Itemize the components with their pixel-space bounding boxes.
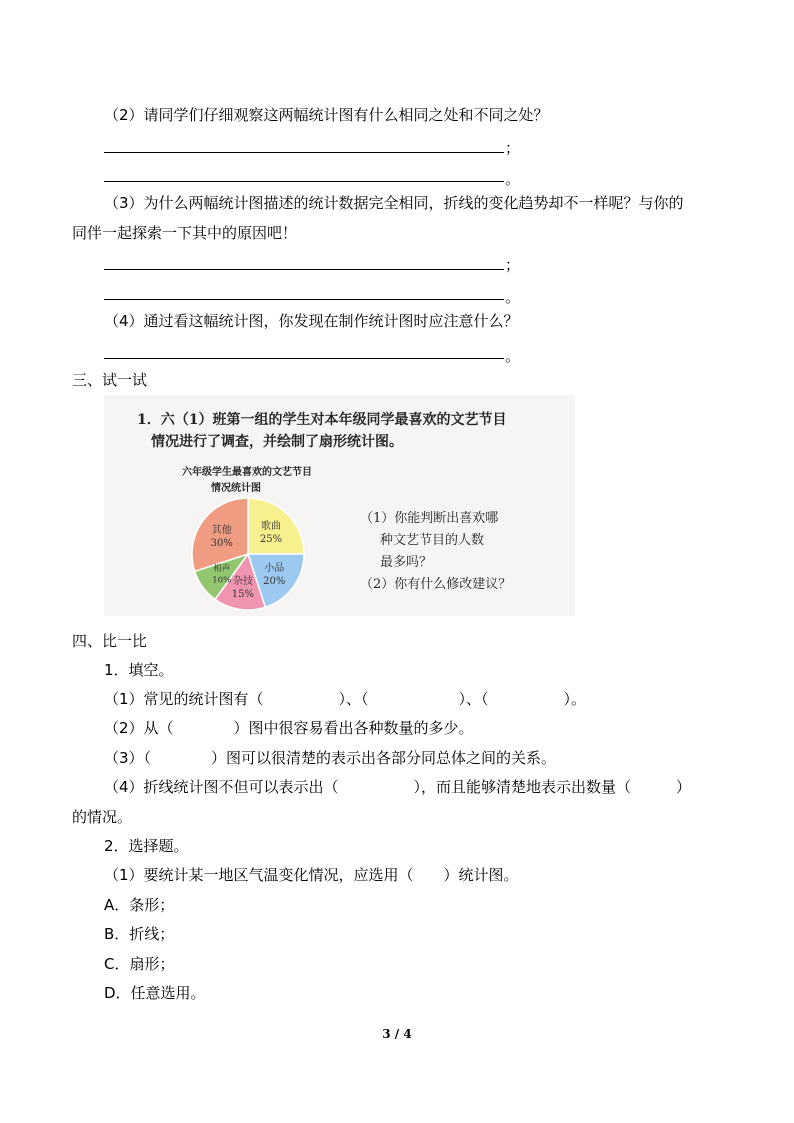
- option-c[interactable]: C．扇形；: [104, 955, 175, 973]
- question-3-line1: （3）为什么两幅统计图描述的统计数据完全相同，折线的变化趋势却不一样呢？与你的: [104, 194, 684, 212]
- section-4-heading: 四、比一比: [72, 632, 148, 650]
- textbook-figure: [104, 395, 575, 616]
- pie-value-label: 30%: [210, 537, 233, 549]
- choice-question-1: （1）要统计某一地区气温变化情况，应选用（ ）统计图。: [104, 866, 519, 884]
- pie-category-label: 相声: [213, 564, 231, 575]
- fill-blank-2: （2）从（ ）图中很容易看出各种数量的多少。: [104, 719, 474, 737]
- section-3-heading: 三、试一试: [72, 371, 148, 389]
- sub-question-1-line2: 种文艺节目的人数: [380, 533, 485, 548]
- option-d[interactable]: D．任意选用。: [104, 984, 206, 1002]
- pie-chart: [188, 494, 308, 614]
- answer-line-semicolon: ；: [505, 256, 521, 274]
- pie-category-label: 歌曲: [260, 521, 281, 533]
- answer-line-period: 。: [505, 170, 521, 188]
- answer-line[interactable]: [104, 299, 504, 300]
- choice-heading: 2．选择题。: [104, 837, 189, 855]
- pie-value-label: 25%: [259, 534, 283, 546]
- answer-line-period: 。: [505, 347, 521, 365]
- pie-value-label: 20%: [263, 576, 286, 588]
- pie-value-label: 15%: [231, 589, 255, 601]
- fill-blank-heading: 1．填空。: [104, 661, 174, 679]
- question-4: （4）通过看这幅统计图，你发现在制作统计图时应注意什么？: [104, 312, 519, 330]
- answer-line[interactable]: [104, 181, 504, 182]
- chart-title-line1: 六年级学生最喜欢的文艺节目: [182, 467, 312, 478]
- answer-line[interactable]: [104, 269, 504, 270]
- fill-blank-4-line1: （4）折线统计图不但可以表示出（ ），而且能够清楚地表示出数量（ ）: [104, 778, 692, 796]
- answer-line-semicolon: ；: [505, 139, 521, 157]
- sub-question-2: （2）你有什么修改建议？: [360, 577, 512, 592]
- fill-blank-3: （3）（ ）图可以很清楚的表示出各部分同总体之间的关系。: [104, 749, 557, 767]
- question-3-line2: 同伴一起探索一下其中的原因吧！: [72, 224, 298, 242]
- sub-question-1-line1: （1）你能判断出喜欢哪: [360, 511, 499, 526]
- answer-line-period: 。: [505, 288, 521, 306]
- pie-category-label: 小品: [264, 563, 285, 575]
- answer-line[interactable]: [104, 152, 504, 153]
- fill-blank-4-line2: 的情况。: [72, 808, 133, 826]
- question-2: （2）请同学们仔细观察这两幅统计图有什么相同之处和不同之处？: [104, 106, 549, 124]
- chart-title-line2: 情况统计图: [211, 483, 261, 494]
- fill-blank-1: （1）常见的统计图有（ ）、（ ）、（ ）。: [104, 690, 587, 708]
- option-a[interactable]: A．条形；: [104, 896, 175, 914]
- pie-category-label: 其他: [211, 524, 232, 536]
- problem-text-line2: 情况进行了调查，并绘制了扇形统计图。: [151, 434, 403, 450]
- problem-text-line1: 1．六（1）班第一组的学生对本年级同学最喜欢的文艺节目: [137, 412, 507, 428]
- page-number: 3 / 4: [382, 1027, 412, 1041]
- pie-category-label: 杂技: [232, 576, 253, 588]
- option-b[interactable]: B．折线；: [104, 925, 175, 943]
- sub-question-1-line3: 最多吗？: [380, 555, 433, 570]
- answer-line[interactable]: [104, 358, 504, 359]
- pie-value-label: 10%: [212, 575, 232, 586]
